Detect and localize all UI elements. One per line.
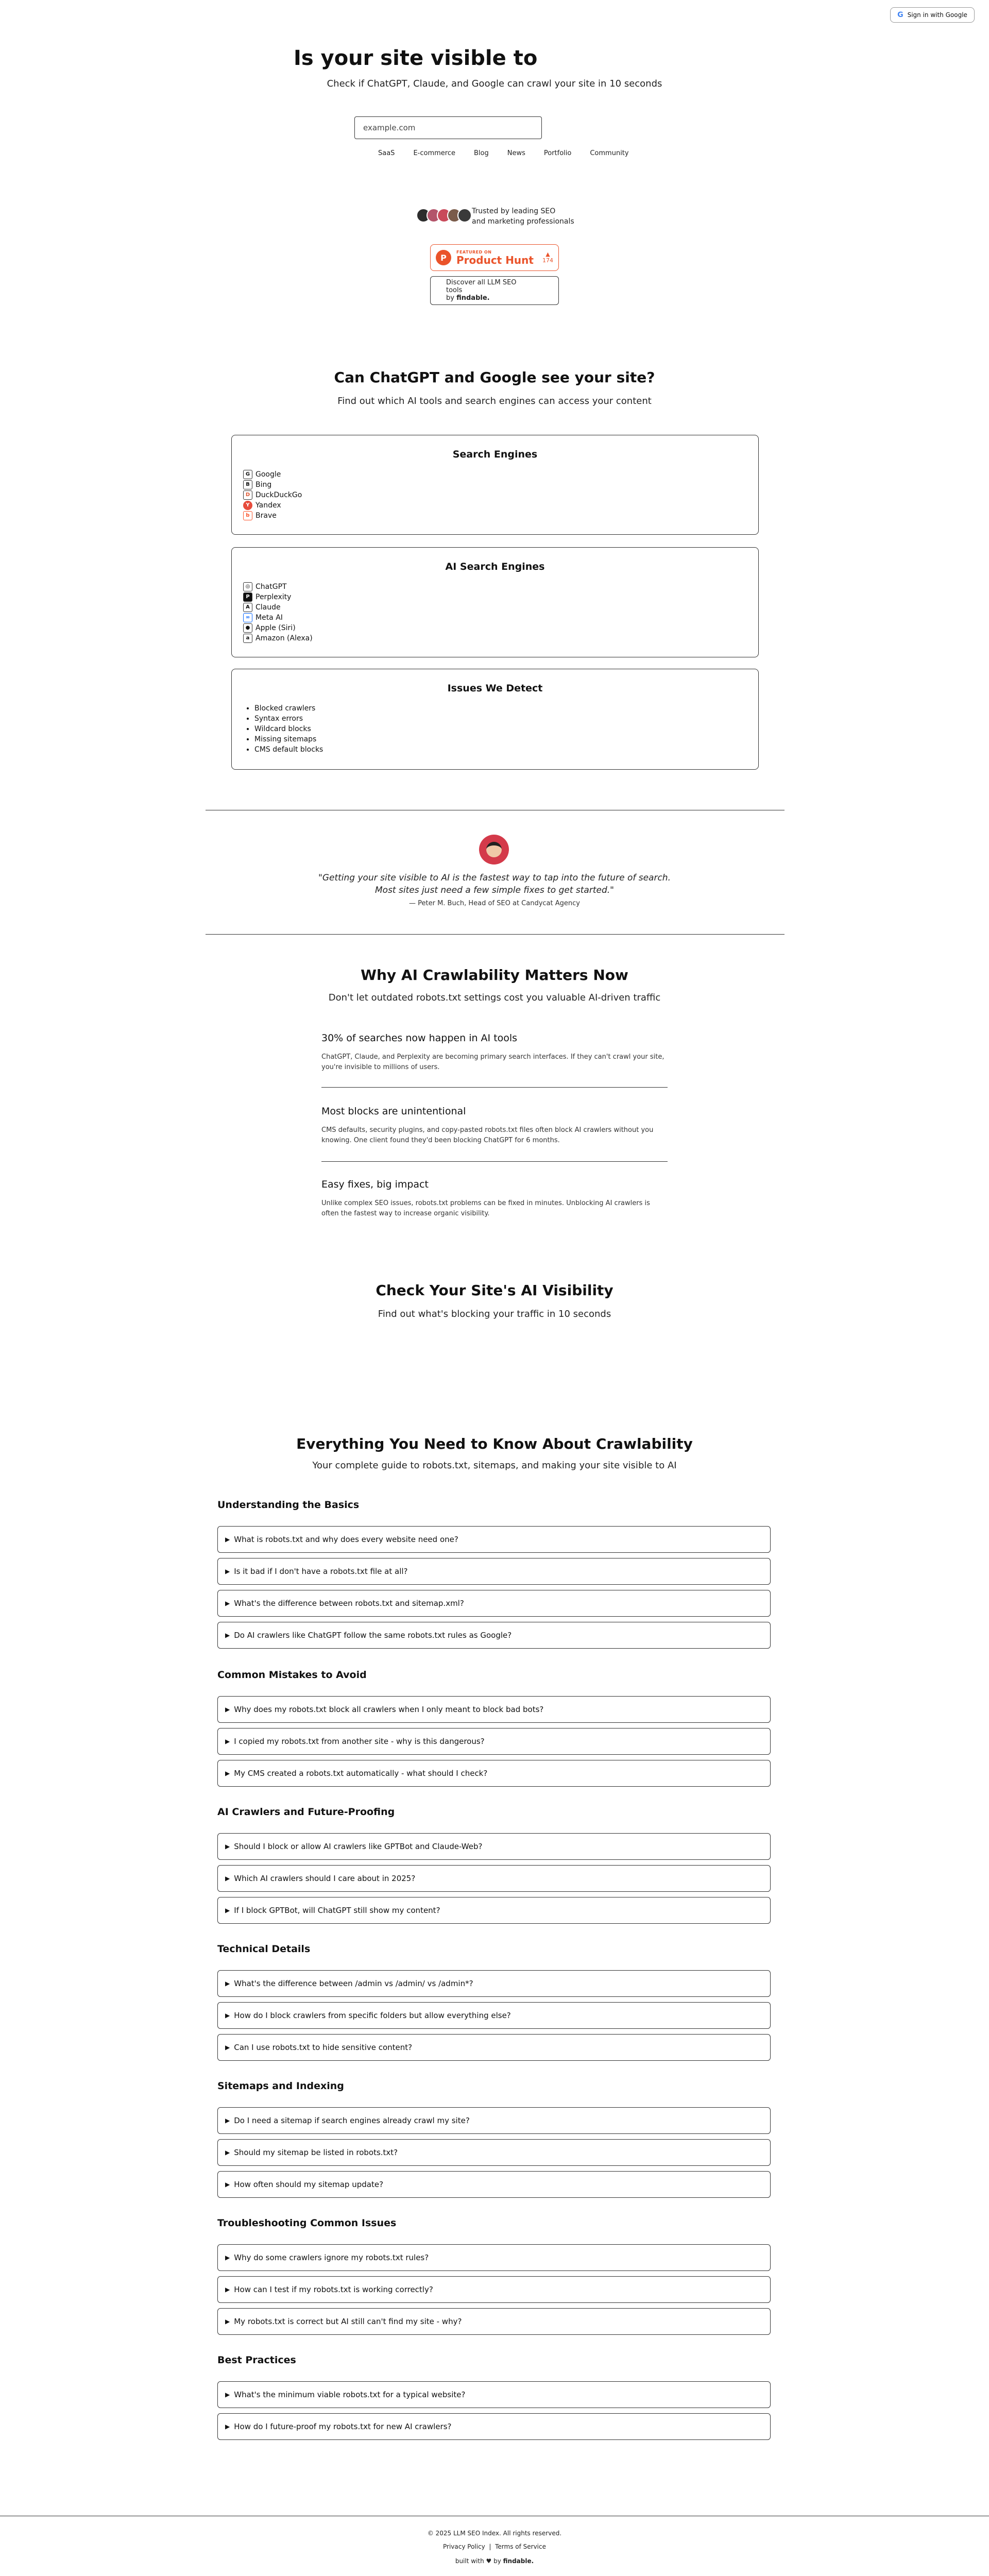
list-item: • Blocked crawlers <box>254 703 758 714</box>
faq-question[interactable] <box>217 1696 771 1723</box>
faq-question[interactable] <box>217 1622 771 1649</box>
quote-line: "Getting your site visible to AI is the fastest way to tap into the future of search. <box>318 873 671 883</box>
faq-question[interactable] <box>217 1760 771 1787</box>
engine-label: Meta AI <box>255 614 283 622</box>
question-text: Why do some crawlers ignore my robots.txt rules? <box>234 2253 429 2262</box>
quote-line: Most sites just need a few simple fixes to get started." <box>375 885 614 895</box>
triangle-right-icon: ▶ <box>225 1875 230 1882</box>
list-item <box>243 592 758 602</box>
category-links <box>378 149 647 157</box>
why-subtitle: Don't let outdated robots.txt settings cost you valuable AI-driven traffic <box>328 992 661 1003</box>
triangle-right-icon: ▶ <box>225 1843 230 1850</box>
faq-title: Everything You Need to Know About Crawlability <box>296 1435 693 1452</box>
faq-subtitle: Your complete guide to robots.txt, sitemaps, and making your site visible to AI <box>312 1460 677 1471</box>
why-item <box>321 1106 668 1146</box>
faq-question[interactable] <box>217 1558 771 1585</box>
hero-subtitle: Check if ChatGPT, Claude, and Google can crawl your site in 10 seconds <box>327 78 662 89</box>
url-input[interactable] <box>354 116 542 139</box>
trusted-line: Trusted by leading SEO <box>472 207 556 215</box>
list-item: • Wildcard blocks <box>254 724 758 734</box>
hero-title: Is your site visible to <box>294 46 538 70</box>
privacy-policy-link[interactable]: Privacy Policy <box>443 2543 485 2550</box>
list-item: • Syntax errors <box>254 714 758 724</box>
triangle-right-icon: ▶ <box>225 2423 230 2430</box>
why-text: CMS defaults, security plugins, and copy-pasted robots.txt files often block AI crawlers without you knowing. One client found they'd been blocking ChatGPT for 6 months. <box>321 1126 654 1144</box>
triangle-right-icon: ▶ <box>225 1907 230 1914</box>
engine-label: Bing <box>255 481 272 489</box>
faq-question[interactable] <box>217 1833 771 1860</box>
category-link[interactable]: Portfolio <box>543 149 572 157</box>
footer-brand-link[interactable]: findable. <box>503 2557 534 2565</box>
triangle-right-icon: ▶ <box>225 2012 230 2019</box>
triangle-right-icon: ▶ <box>225 2181 230 2188</box>
ph-name: Product Hunt <box>456 253 534 266</box>
bing-icon: B <box>243 480 252 489</box>
faq-question[interactable] <box>217 2034 771 2061</box>
list-item <box>243 602 758 613</box>
faq-question[interactable] <box>217 1897 771 1924</box>
faq-group-title: Technical Details <box>217 1943 311 1955</box>
triangle-right-icon: ▶ <box>225 1980 230 1987</box>
claude-icon: A <box>243 603 252 612</box>
check-subtitle: Find out what's blocking your traffic in 10 seconds <box>378 1309 611 1319</box>
faq-group-title: AI Crawlers and Future-Proofing <box>217 1806 395 1818</box>
faq-group-title: Troubleshooting Common Issues <box>217 2217 397 2229</box>
question-text: My robots.txt is correct but AI still can't find my site - why? <box>234 2317 462 2326</box>
category-link[interactable]: SaaS <box>378 149 395 157</box>
upvote-icon: ▲ <box>545 251 550 258</box>
visibility-subtitle: Find out which AI tools and search engines can access your content <box>337 396 652 406</box>
triangle-right-icon: ▶ <box>225 2149 230 2156</box>
question-text: What's the difference between robots.txt and sitemap.xml? <box>234 1599 464 1608</box>
why-item <box>321 1179 668 1219</box>
triangle-right-icon: ▶ <box>225 1632 230 1639</box>
brave-icon: b <box>243 511 252 520</box>
triangle-right-icon: ▶ <box>225 1706 230 1713</box>
faq-question[interactable] <box>217 1970 771 1997</box>
faq-question[interactable] <box>217 2107 771 2134</box>
question-text: Which AI crawlers should I care about in 2025? <box>234 1874 416 1883</box>
visibility-title: Can ChatGPT and Google see your site? <box>334 369 655 386</box>
why-title: Why AI Crawlability Matters Now <box>361 967 628 984</box>
list-item <box>243 582 758 592</box>
list-item <box>243 500 758 511</box>
check-title: Check Your Site's AI Visibility <box>376 1282 613 1299</box>
category-link[interactable]: News <box>507 149 525 157</box>
question-text: What's the minimum viable robots.txt for a typical website? <box>234 2390 466 2399</box>
sign-in-with-google-button[interactable] <box>890 7 975 23</box>
category-link[interactable]: E-commerce <box>413 149 455 157</box>
list-item <box>243 613 758 623</box>
faq-group-title: Common Mistakes to Avoid <box>217 1669 367 1681</box>
triangle-right-icon: ▶ <box>225 2391 230 2398</box>
discover-prefix: by <box>446 294 454 302</box>
triangle-right-icon: ▶ <box>225 1536 230 1543</box>
faq-question[interactable] <box>217 1590 771 1617</box>
list-item <box>243 480 758 490</box>
terms-of-service-link[interactable]: Terms of Service <box>495 2543 546 2550</box>
faq-question[interactable] <box>217 2276 771 2303</box>
faq-group-title: Sitemaps and Indexing <box>217 2080 344 2092</box>
list-item: • Missing sitemaps <box>254 734 758 744</box>
faq-question[interactable] <box>217 2308 771 2335</box>
faq-question[interactable] <box>217 1865 771 1892</box>
chatgpt-icon: ◎ <box>243 582 252 591</box>
why-text: Unlike complex SEO issues, robots.txt problems can be fixed in minutes. Unblocking AI crawlers is often the fastest way to increase organic visibility. <box>321 1199 650 1217</box>
engine-label: Yandex <box>255 501 281 510</box>
triangle-right-icon: ▶ <box>225 1770 230 1777</box>
engine-label: Perplexity <box>255 593 292 601</box>
why-heading: Most blocks are unintentional <box>321 1106 466 1117</box>
faq-group-title: Best Practices <box>217 2354 296 2366</box>
faq-question[interactable] <box>217 2413 771 2440</box>
question-text: Why does my robots.txt block all crawlers when I only meant to block bad bots? <box>234 1705 544 1714</box>
card-heading: AI Search Engines <box>445 561 545 572</box>
list-item <box>243 469 758 480</box>
trusted-line: and marketing professionals <box>472 217 574 226</box>
engine-label: Apple (Siri) <box>255 624 296 632</box>
divider <box>321 1161 668 1162</box>
card-heading: Issues We Detect <box>447 683 543 694</box>
question-text: What is robots.txt and why does every website need one? <box>234 1535 458 1544</box>
faq-question[interactable] <box>217 2381 771 2408</box>
question-text: Is it bad if I don't have a robots.txt file at all? <box>234 1567 408 1576</box>
list-item <box>243 623 758 633</box>
ph-featured: FEATURED ON <box>456 249 492 255</box>
footer-copyright: © 2025 LLM SEO Index. All rights reserved. <box>427 2530 562 2537</box>
question-text: How can I test if my robots.txt is working correctly? <box>234 2285 433 2294</box>
why-text: ChatGPT, Claude, and Perplexity are becoming primary search interfaces. If they can't crawl your site, you're invisible to millions of users. <box>321 1053 664 1071</box>
product-hunt-badge[interactable] <box>430 244 559 271</box>
why-heading: Easy fixes, big impact <box>321 1179 429 1190</box>
question-text: How do I future-proof my robots.txt for new AI crawlers? <box>234 2422 452 2431</box>
triangle-right-icon: ▶ <box>225 2044 230 2051</box>
footer-built-by <box>0 2557 989 2565</box>
meta-ai-icon: ∞ <box>243 613 252 622</box>
question-text: Do AI crawlers like ChatGPT follow the same robots.txt rules as Google? <box>234 1631 512 1640</box>
product-hunt-icon: P <box>436 250 451 265</box>
card-heading: Search Engines <box>452 449 538 460</box>
question-text: Should I block or allow AI crawlers like GPTBot and Claude-Web? <box>234 1842 483 1851</box>
discover-brand: findable. <box>456 294 490 302</box>
question-text: How often should my sitemap update? <box>234 2180 384 2189</box>
why-heading: 30% of searches now happen in AI tools <box>321 1032 518 1044</box>
perplexity-icon: P <box>243 592 252 602</box>
footer-links <box>0 2543 989 2550</box>
discover-tools-link[interactable] <box>430 276 559 305</box>
question-text: Can I use robots.txt to hide sensitive content? <box>234 2043 413 2052</box>
google-icon: G <box>897 11 903 19</box>
category-link[interactable]: Community <box>590 149 629 157</box>
search-engines-card <box>231 435 759 535</box>
question-text: I copied my robots.txt from another site - why is this dangerous? <box>234 1737 485 1746</box>
built-with-text: built with ♥ by <box>455 2557 501 2565</box>
faq-question[interactable] <box>217 1728 771 1755</box>
question-text: Should my sitemap be listed in robots.txt? <box>234 2148 398 2157</box>
footer-separator: | <box>489 2543 491 2550</box>
question-text: What's the difference between /admin vs /admin/ vs /admin*? <box>234 1979 473 1988</box>
list-item <box>243 511 758 521</box>
question-text: Do I need a sitemap if search engines already crawl my site? <box>234 2116 470 2125</box>
trusted-text <box>472 206 574 227</box>
faq-question[interactable] <box>217 1526 771 1553</box>
list-item: • CMS default blocks <box>254 744 758 755</box>
triangle-right-icon: ▶ <box>225 1568 230 1575</box>
question-text: How do I block crawlers from specific folders but allow everything else? <box>234 2011 511 2020</box>
testimonial-quote <box>0 872 989 896</box>
amazon-icon: a <box>243 634 252 643</box>
discover-line: tools <box>446 286 463 294</box>
triangle-right-icon: ▶ <box>225 1738 230 1745</box>
engine-label: Google <box>255 470 281 479</box>
testimonial-author: — Peter M. Buch, Head of SEO at Candycat Agency <box>409 900 580 907</box>
apple-icon: ● <box>243 623 252 633</box>
engine-label: DuckDuckGo <box>255 491 302 499</box>
engine-label: ChatGPT <box>255 583 287 591</box>
list-item <box>243 490 758 500</box>
category-link[interactable]: Blog <box>473 149 489 157</box>
list-item <box>243 633 758 643</box>
yandex-icon: Y <box>243 501 252 510</box>
triangle-right-icon: ▶ <box>225 1600 230 1607</box>
issues-card <box>231 669 759 770</box>
engine-label: Amazon (Alexa) <box>255 634 313 642</box>
question-text: My CMS created a robots.txt automatically - what should I check? <box>234 1769 488 1778</box>
divider <box>206 934 785 935</box>
faq-question[interactable] <box>217 2244 771 2271</box>
avatar-group <box>416 208 472 223</box>
avatar <box>457 208 472 223</box>
sign-in-label: Sign in with Google <box>907 11 967 19</box>
testimonial-avatar <box>479 835 509 865</box>
divider <box>321 1087 668 1088</box>
triangle-right-icon: ▶ <box>225 2318 230 2325</box>
faq-question[interactable] <box>217 2139 771 2166</box>
ai-engines-card <box>231 547 759 657</box>
discover-line: Discover all LLM SEO <box>446 279 517 286</box>
duckduckgo-icon: D <box>243 490 252 500</box>
engine-label: Claude <box>255 603 281 612</box>
faq-question[interactable] <box>217 2171 771 2198</box>
triangle-right-icon: ▶ <box>225 2286 230 2293</box>
ph-votes: 174 <box>542 257 553 264</box>
faq-question[interactable] <box>217 2002 771 2029</box>
question-text: If I block GPTBot, will ChatGPT still show my content? <box>234 1906 440 1915</box>
faq-group-title: Understanding the Basics <box>217 1499 360 1511</box>
triangle-right-icon: ▶ <box>225 2117 230 2124</box>
google-icon: G <box>243 470 252 479</box>
triangle-right-icon: ▶ <box>225 2254 230 2261</box>
engine-label: Brave <box>255 512 277 520</box>
why-item <box>321 1032 668 1073</box>
